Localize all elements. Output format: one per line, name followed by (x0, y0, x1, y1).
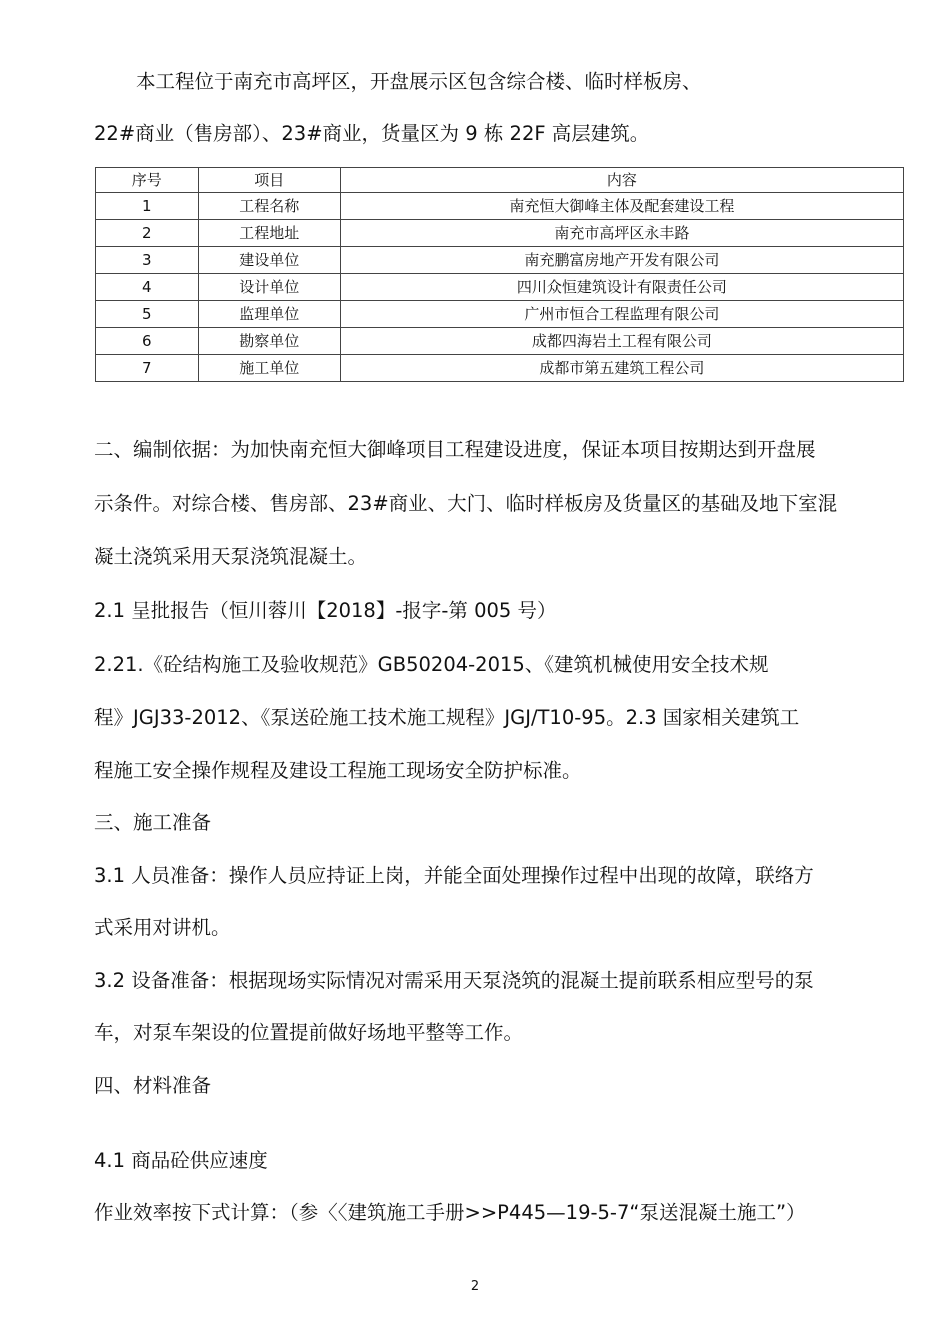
intro-line-2: 22#商业（售房部）、23#商业，货量区为 9 栋 22F 高层建筑。 (94, 122, 650, 145)
row-item: 建设单位 (198, 247, 340, 274)
row-content: 四川众恒建筑设计有限责任公司 (340, 274, 903, 301)
section-2-21-line-3: 程施工安全操作规程及建设工程施工现场安全防护标准。 (94, 759, 582, 782)
header-item: 项目 (198, 168, 340, 193)
section-2-1: 2.1 呈批报告（恒川蓉川【2018】-报字-第 005 号） (94, 599, 557, 622)
page-number: 2 (470, 1279, 480, 1294)
table-header-row (96, 168, 904, 193)
row-content: 南充恒大御峰主体及配套建设工程 (340, 193, 903, 220)
row-item: 工程地址 (198, 220, 340, 247)
table-row (96, 355, 904, 382)
section-3-1-line-1: 3.1 人员准备：操作人员应持证上岗，并能全面处理操作过程中出现的故障，联络方 (94, 864, 814, 887)
section-3-2-line-2: 车，对泵车架设的位置提前做好场地平整等工作。 (94, 1021, 524, 1044)
row-content: 成都四海岩土工程有限公司 (340, 328, 903, 355)
row-index: 2 (96, 220, 199, 247)
table-row (96, 274, 904, 301)
header-content: 内容 (340, 168, 903, 193)
row-index: 1 (96, 193, 199, 220)
row-index: 3 (96, 247, 199, 274)
section-4-1: 4.1 商品砼供应速度 (94, 1149, 268, 1172)
section-2-line-2: 示条件。对综合楼、售房部、23#商业、大门、临时样板房及货量区的基础及地下室混 (94, 492, 838, 515)
formula-reference: 作业效率按下式计算：（参〈〈建筑施工手册>>P445—19-5-7“泵送混凝土施工”） (94, 1201, 806, 1224)
row-content: 成都市第五建筑工程公司 (340, 355, 903, 382)
row-content: 南充鹏富房地产开发有限公司 (340, 247, 903, 274)
table-row (96, 247, 904, 274)
row-item: 设计单位 (198, 274, 340, 301)
table-row (96, 301, 904, 328)
intro-line-1: 本工程位于南充市高坪区，开盘展示区包含综合楼、临时样板房、 (136, 70, 702, 93)
row-item: 施工单位 (198, 355, 340, 382)
project-info-table (95, 167, 904, 382)
section-2-line-3: 凝土浇筑采用天泵浇筑混凝土。 (94, 545, 368, 568)
row-index: 6 (96, 328, 199, 355)
section-3-1-line-2: 式采用对讲机。 (94, 916, 231, 939)
section-2-21-line-2: 程》JGJ33-2012、《泵送砼施工技术施工规程》JGJ/T10-95。2.3 国家相关建筑工 (94, 706, 800, 729)
row-content: 南充市高坪区永丰路 (340, 220, 903, 247)
table-row (96, 328, 904, 355)
row-index: 7 (96, 355, 199, 382)
section-3-2-line-1: 3.2 设备准备：根据现场实际情况对需采用天泵浇筑的混凝土提前联系相应型号的泵 (94, 969, 814, 992)
header-index: 序号 (96, 168, 199, 193)
table-row (96, 193, 904, 220)
row-item: 监理单位 (198, 301, 340, 328)
section-2-line-1: 二、编制依据：为加快南充恒大御峰项目工程建设进度，保证本项目按期达到开盘展 (94, 438, 816, 461)
section-2-21-line-1: 2.21.《砼结构施工及验收规范》GB50204-2015、《建筑机械使用安全技术规 (94, 653, 769, 676)
row-item: 工程名称 (198, 193, 340, 220)
row-index: 4 (96, 274, 199, 301)
row-item: 勘察单位 (198, 328, 340, 355)
row-content: 广州市恒合工程监理有限公司 (340, 301, 903, 328)
section-4-heading: 四、材料准备 (94, 1074, 212, 1097)
table-row (96, 220, 904, 247)
section-3-heading: 三、施工准备 (94, 811, 212, 834)
row-index: 5 (96, 301, 199, 328)
